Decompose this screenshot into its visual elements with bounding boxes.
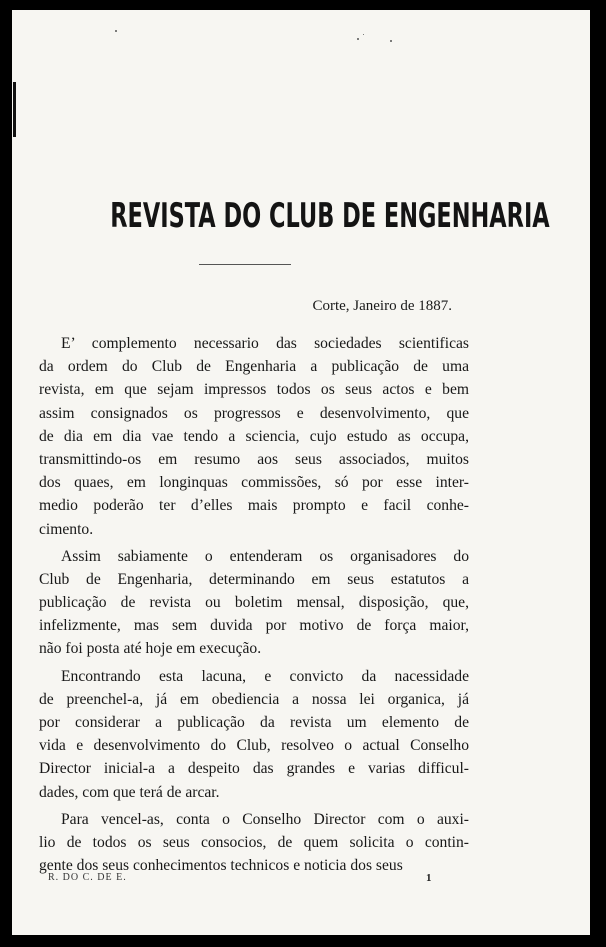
page [12, 10, 590, 935]
text-line: cimento. [39, 520, 94, 538]
text-line: Club de Engenharia, determinando em seus estatutos a [39, 570, 469, 588]
paragraph [39, 332, 469, 541]
text-line: Director inicial-a a despeito das grandes e varias difficul- [39, 760, 469, 778]
text-line: dos quaes, em longinquas commissões, só por esse inter- [39, 474, 469, 492]
paper-speck [363, 34, 364, 35]
text-line: E’ complemento necessario das sociedades scientificas [61, 335, 469, 352]
text-line: não foi posta até hoje em execução. [39, 640, 262, 658]
text-line: gente dos seus conhecimentos technicos e noticia dos seus [39, 857, 403, 875]
paper-speck [357, 38, 359, 40]
paper-speck [115, 30, 117, 32]
text-line: revista, em que sejam impressos todos os seus actos e bem [39, 381, 469, 399]
footer-signature: R. DO C. DE E. [48, 872, 127, 883]
text-line: transmittindo-os em resumo aos seus associados, muitos [39, 450, 469, 468]
text-line: medio poderão ter d’elles mais prompto e facil conhe- [39, 497, 469, 515]
text-line: assim consignados os progressos e desenvolvimento, que [39, 404, 469, 422]
text-line: Assim sabiamente o entenderam os organisadores do [61, 547, 469, 565]
text-line: de dia em dia vae tendo a sciencia, cujo estudo as occupa, [39, 427, 469, 445]
text-line: dades, com que terá de arcar. [39, 783, 220, 801]
text-line: por considerar a publicação da revista um elemento de [39, 714, 469, 731]
text-line: publicação de revista ou boletim mensal, disposição, que, [39, 594, 469, 612]
paragraph [39, 545, 469, 661]
binding-edge [13, 82, 16, 137]
text-line: vida e desenvolvimento do Club, resolveo o actual Conselho [39, 737, 469, 755]
text-line: infelizmente, mas sem duvida por motivo de força maior, [39, 617, 469, 635]
text-line: de preenchel-a, já em obediencia a nossa lei organica, já [39, 690, 469, 708]
text-line: da ordem do Club de Engenharia a publicação de uma [39, 358, 469, 376]
dateline: Corte, Janeiro de 1887. [312, 298, 452, 314]
article-body [39, 332, 469, 877]
paragraph [39, 665, 469, 804]
page-number: 1 [426, 872, 432, 884]
paragraph [39, 808, 469, 878]
title-divider [199, 264, 291, 265]
text-line: Para vencel-as, conta o Conselho Director com o auxi- [61, 810, 469, 828]
page-title: REVISTA DO CLUB DE ENGENHARIA [110, 196, 550, 236]
text-line: lio de todos os seus consocios, de quem solicita o contin- [39, 833, 469, 851]
text-line: Encontrando esta lacuna, e convicto da nacessidade [61, 667, 469, 685]
paper-speck [390, 40, 392, 42]
